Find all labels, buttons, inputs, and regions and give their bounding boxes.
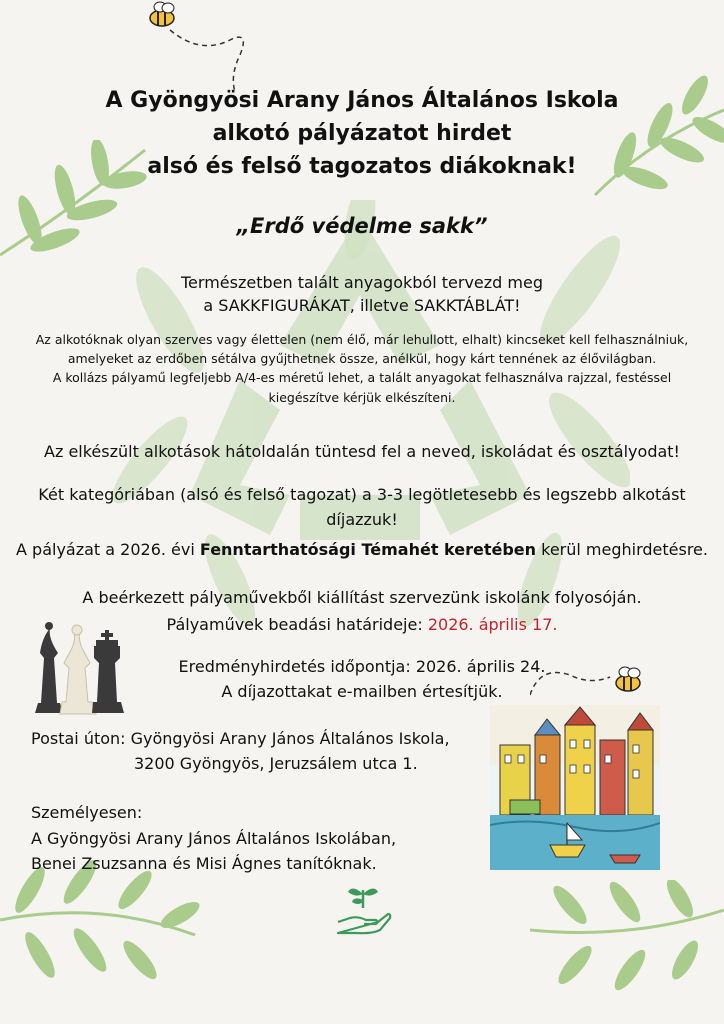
personal-line-1: A Gyöngyösi Arany János Általános Iskolában,	[31, 829, 397, 848]
results-line-1: Eredményhirdetés időpontja: 2026. április 24.	[178, 657, 546, 676]
announcement-prefix: A pályázat a 2026. évi	[16, 540, 200, 559]
personal-heading: Személyesen:	[31, 803, 143, 822]
header-line-3: alsó és felső tagozatos diákoknak!	[147, 154, 577, 179]
deadline-label: Pályaművek beadási határideje:	[166, 615, 428, 634]
details-line-3: A kollázs pályamű legfeljebb A/4-es méretű lehet, a talált anyagokat felhasználva rajzzal, festéssel	[52, 370, 672, 385]
bee-icon	[140, 0, 270, 95]
announcement-bold: Fenntarthatósági Témahét keretében	[199, 540, 537, 559]
postal-line-2: 3200 Gyöngyös, Jeruzsálem utca 1.	[134, 754, 418, 773]
leaf-cluster-icon	[110, 200, 630, 630]
details-line-1: Az alkotóknak olyan szerves vagy élettelen (nem élő, már lehullott, elhalt) kincseket kell felhasználniuk,	[35, 332, 689, 347]
categories-line-2: díjazzuk!	[326, 510, 398, 529]
announcement-suffix: kerül meghirdetésre.	[536, 540, 708, 559]
personal-line-2: Benei Zsuzsanna és Misi Ágnes tanítóknak.	[31, 854, 377, 873]
page-title: „Erdő védelme sakk”	[236, 214, 488, 238]
leaf-branch-icon	[530, 880, 724, 1000]
intro-line-1: Természetben talált anyagokból tervezd meg	[181, 273, 543, 292]
instruction-text: Az elkészült alkotások hátoldalán tüntesd fel a neved, iskoládat és osztályodat!	[44, 442, 680, 461]
intro-line-2: a SAKKFIGURÁKAT, illetve SAKKTÁBLÁT!	[203, 296, 521, 315]
header-line-2: alkotó pályázatot hirdet	[212, 121, 512, 146]
postal-line-1: Postai úton: Gyöngyösi Arany János Általános Iskola,	[31, 729, 450, 748]
city-illustration	[490, 705, 660, 870]
header-line-1: A Gyöngyösi Arany János Általános Iskola	[105, 88, 619, 113]
categories-line-1: Két kategóriában (alsó és felső tagozat) a 3-3 legötletesebb és legszebb alkotást	[38, 485, 686, 504]
details-line-2: amelyeket az erdőben sétálva gyűjthetnek össze, anélkül, hogy kárt tennének az élővilágban.	[67, 351, 657, 366]
leaf-branch-icon	[0, 860, 200, 990]
deadline-text	[0, 614, 724, 636]
deadline-date: 2026. április 17.	[427, 615, 558, 634]
announcement-text	[0, 539, 724, 561]
exhibition-text: A beérkezett pályaművekből kiállítást szervezünk iskolánk folyosóján.	[82, 588, 642, 607]
results-line-2: A díjazottakat e-mailben értesítjük.	[221, 682, 503, 701]
details-line-4: kiegészítve kérjük elkészíteni.	[268, 390, 456, 405]
hand-plant-icon	[332, 878, 394, 940]
